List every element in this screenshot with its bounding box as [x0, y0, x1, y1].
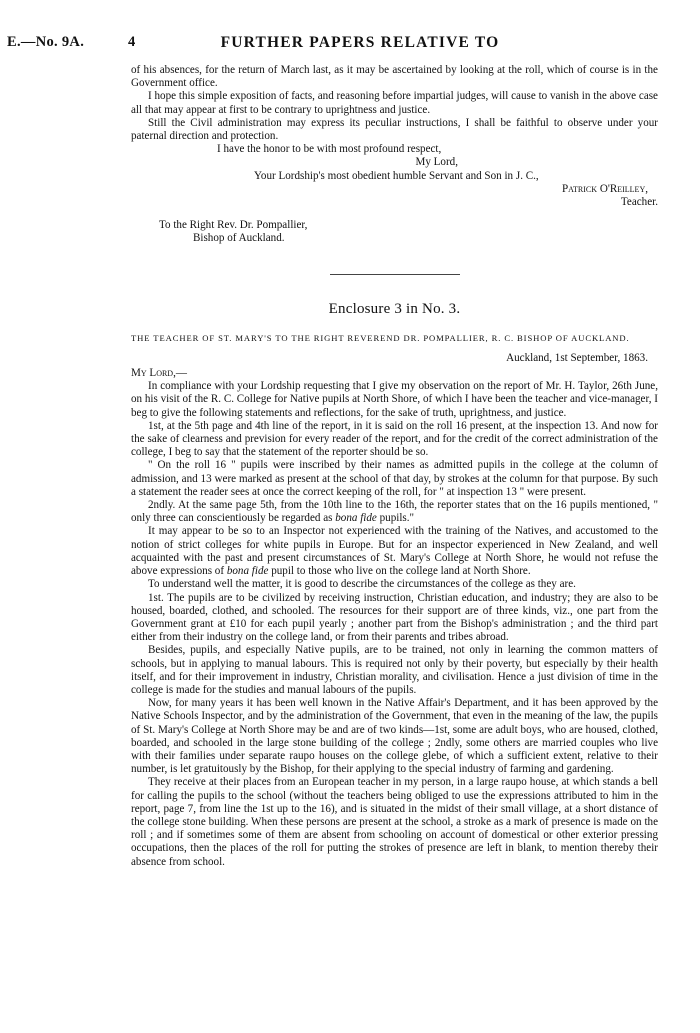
body-paragraph: Now, for many years it has been well known in the Native Affair's Department, and it has been approved by the Native Schools Inspector, and by the administration of the Government, that even in the meaning of the law, the pupils of St. Mary's College at North Shore may be and are of two kinds—1st, some are adult boys, who are housed, clothed, boarded, and schooled in the large stone building of the college ; 2ndly, some others are married couples who live with their families under separate raupo houses on the college glebe, of which a sufficient extent, relative to their number, is let gratuitously by the Bishop, for their applying to the special industry of farming and gardening.: [131, 697, 658, 776]
letter-paragraph: Still the Civil administration may express its peculiar instructions, I shall be faithful to observe under your paternal direction and protection.: [131, 116, 658, 143]
letter-paragraph: of his absences, for the return of March last, as it may be ascertained by looking at the roll, which of course is in the Government office.: [131, 64, 658, 90]
letter-paragraph: I hope this simple exposition of facts, and reasoning before impartial judges, will cause to vanish in the above case all that may appear at first to be contrary to uprightness and justice.: [131, 90, 658, 116]
italic-term: bona fide: [226, 565, 269, 578]
letter-servant-line: Your Lordship's most obedient humble Servant and Son in J. C.,: [254, 169, 539, 182]
body-paragraph: [131, 499, 658, 525]
enclosure-title: Enclosure 3 in No. 3.: [328, 300, 461, 317]
body-paragraph: To understand well the matter, it is good to describe the circumstances of the college as they are.: [148, 578, 576, 591]
section-divider: [330, 274, 460, 275]
letter-addressee-title: Bishop of Auckland.: [193, 232, 285, 245]
salutation: My Lord,—: [131, 367, 187, 380]
body-paragraph: " On the roll 16 " pupils were inscribed by their names as admitted pupils in the college at the column of admission, and 13 were marked as present at the school of that day, by strokes at the column for that purpose. By such a statement the reader sees at once the correct keeping of the roll, for " at inspection 13 " were present.: [131, 459, 658, 498]
body-paragraph: In compliance with your Lordship requesting that I give my observation on the report of Mr. H. Taylor, 26th June, on his visit of the R. C. College for Native pupils at North Shore, of which I have been the teacher and vice-manager, I beg to give the following statements and reflections, for the sake of truth, uprightness, and justice.: [131, 380, 658, 419]
letter-my-lord: My Lord,: [415, 156, 458, 169]
body-paragraph: 1st. The pupils are to be civilized by receiving instruction, Christian education, and industry; they are also to be housed, boarded, clothed, and schooled. The resources for their support are of three kinds, viz., one part from the Government grant at £10 for each pupil yearly ; another part from the Bishop's administration ; and the third part either from their industry on the college land, or from their parents and tribes abroad.: [131, 591, 658, 644]
page-number: 4: [128, 34, 136, 50]
running-title: FURTHER PAPERS RELATIVE TO: [220, 34, 500, 51]
paragraph-text: pupil to those who live on the college land at North Shore.: [268, 565, 531, 578]
enclosure-subtitle: THE TEACHER OF ST. MARY'S TO THE RIGHT REVEREND DR. POMPALLIER, R. C. BISHOP OF AUCKLAND.: [131, 332, 630, 343]
paragraph-text: It may appear to be so to an Inspector not experienced with the training of the Natives, and accustomed to the notion of strict colleges for white pupils in Europe. But for an inspector experienced in New Zealand, and well acquainted with the past and present circumstances of St. Mary's College at North Shore, he would not refuse the above expressions of: [131, 525, 658, 578]
paragraph-text: pupils.": [376, 512, 415, 525]
letter-date: Auckland, 1st September, 1863.: [506, 351, 648, 364]
letter-closing: I have the honor to be with most profound respect,: [217, 143, 442, 156]
letter-addressee: To the Right Rev. Dr. Pompallier,: [159, 219, 308, 232]
letter-signer: Patrick O'Reilley,: [561, 182, 648, 195]
body-paragraph: They receive at their places from an European teacher in my person, in a large raupo house, at which stands a bell for calling the pupils to the school (without the teachers being obliged to use the expressions attributed to him in the report, page 7, from line the 1st up to the 16), and is situated in the midst of their small village, at a short distance of the college stone building. When these persons are present at the school, a stroke as a mark of presence is made on the roll ; and if sometimes some of them are absent from schooling on account of domestical or other exterior pressing occupations, then the places of the roll for putting the strokes of presence are left in blank, to mention thereby their absence from school.: [131, 776, 658, 868]
document-body: [131, 64, 658, 869]
body-paragraph: 1st, at the 5th page and 4th line of the report, in it is said on the roll 16 present, at the inspection 13. And now for the sake of clearness and prevision for every reader of the report, and for the credit of the correct administration of the college, I beg to say that the statement of the reporter should be so.: [131, 419, 658, 459]
body-paragraph: [131, 525, 658, 578]
italic-term: bona fide: [335, 512, 377, 525]
paragraph-text: 2ndly. At the same page 5th, from the 10th line to the 16th, the reporter states that on the 16 pupils mentioned, " only three can conscientiously be regarded as: [131, 499, 658, 525]
body-paragraph: Besides, pupils, and especially Native pupils, are to be trained, not only in learning the common matters of schools, but in applying to manual labours. This is required not only by their poverty, but especially by their health itself, and for their improvement in industry, Christian morality, and civilisation. Hence a just division of time in the college is made for the studies and manual labours of the pupils.: [131, 644, 658, 696]
document-reference: E.—No. 9A.: [7, 34, 85, 50]
letter-signer-title: Teacher.: [620, 196, 658, 209]
page-header: [0, 34, 700, 58]
